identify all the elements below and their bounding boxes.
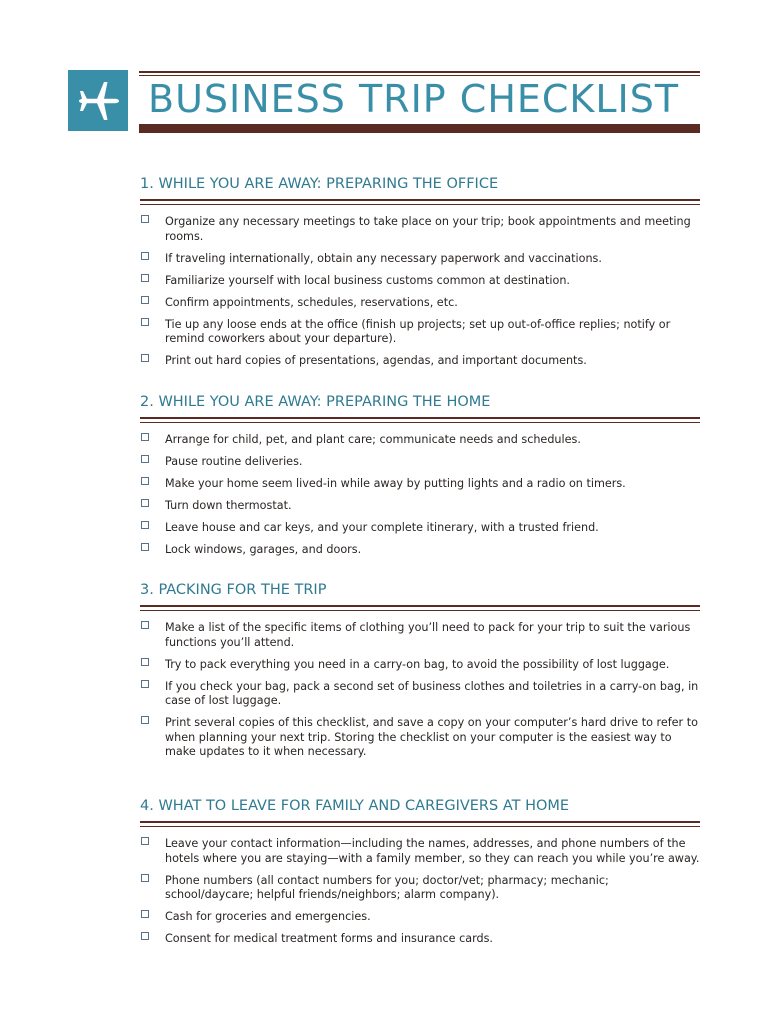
checklist-item-text: Tie up any loose ends at the office (finish up projects; set up out-of-office replies; notify or remind coworkers about your departure). xyxy=(165,317,671,345)
checkbox[interactable] xyxy=(141,621,149,629)
checklist-item xyxy=(140,910,700,925)
title-rule-top xyxy=(139,71,700,73)
checkbox[interactable] xyxy=(141,499,149,507)
checkbox[interactable] xyxy=(141,215,149,223)
checkbox[interactable] xyxy=(141,543,149,551)
checkbox[interactable] xyxy=(141,658,149,666)
section-rule xyxy=(140,199,700,201)
checklist-item-text: Lock windows, garages, and doors. xyxy=(165,543,362,556)
checkbox[interactable] xyxy=(141,932,149,940)
checklist-item-text: Leave house and car keys, and your complete itinerary, with a trusted friend. xyxy=(165,521,599,534)
checklist-item xyxy=(140,477,700,492)
checklist-item xyxy=(140,874,700,903)
checklist-item-text: Arrange for child, pet, and plant care; communicate needs and schedules. xyxy=(165,433,581,446)
logo xyxy=(68,70,128,131)
section-family xyxy=(140,796,700,947)
section-heading: 4. WHAT TO LEAVE FOR FAMILY AND CAREGIVERS AT HOME xyxy=(140,798,570,814)
checklist-item-text: Turn down thermostat. xyxy=(165,499,292,512)
checklist-item xyxy=(140,521,700,536)
checkbox[interactable] xyxy=(141,354,149,362)
checklist-item-text: Familiarize yourself with local business customs common at destination. xyxy=(165,273,570,287)
airplane-icon xyxy=(75,78,121,124)
checklist-item-text: Leave your contact information—including the names, addresses, and phone numbers of the hotels where you are staying—with a family member, so they can reach you while you’re away. xyxy=(165,837,700,865)
section-rule-thin xyxy=(140,204,700,205)
checklist-item-text: If traveling internationally, obtain any necessary paperwork and vaccinations. xyxy=(165,251,602,265)
section-heading: 1. WHILE YOU ARE AWAY: PREPARING THE OFFICE xyxy=(140,176,499,192)
checklist-item xyxy=(140,837,700,866)
checkbox[interactable] xyxy=(141,477,149,485)
checkbox[interactable] xyxy=(141,910,149,918)
checklist-item xyxy=(140,621,700,650)
checkbox[interactable] xyxy=(141,274,149,282)
checklist-item-text: If you check your bag, pack a second set of business clothes and toiletries in a carry-on bag, in case of lost luggage. xyxy=(165,679,699,707)
checkbox[interactable] xyxy=(141,874,149,882)
section-rule xyxy=(140,821,700,823)
section-rule xyxy=(140,417,700,419)
checkbox[interactable] xyxy=(141,296,149,304)
checklist-item-text: Print out hard copies of presentations, agendas, and important documents. xyxy=(165,354,587,367)
checklist-item xyxy=(140,318,700,347)
section-rule-thin xyxy=(140,826,700,827)
checklist-item-text: Confirm appointments, schedules, reservations, etc. xyxy=(165,295,458,309)
checklist xyxy=(140,621,700,760)
section-rule-thin xyxy=(140,422,700,423)
checklist-item xyxy=(140,433,700,448)
checklist-item-text: Cash for groceries and emergencies. xyxy=(165,910,371,923)
checkbox[interactable] xyxy=(141,455,149,463)
checklist-item xyxy=(140,499,700,514)
checklist-item-text: Try to pack everything you need in a carry-on bag, to avoid the possibility of lost luggage. xyxy=(165,657,670,671)
section-rule-thin xyxy=(140,610,700,611)
checklist-item-text: Consent for medical treatment forms and insurance cards. xyxy=(165,932,493,945)
checklist-item xyxy=(140,455,700,470)
checkbox[interactable] xyxy=(141,716,149,724)
checkbox[interactable] xyxy=(141,837,149,845)
checklist-item xyxy=(140,658,700,673)
section-packing xyxy=(140,580,700,760)
section-home xyxy=(140,392,700,558)
section-heading: 3. PACKING FOR THE TRIP xyxy=(140,582,327,598)
checklist-item xyxy=(140,932,700,947)
checkbox[interactable] xyxy=(141,318,149,326)
checkbox[interactable] xyxy=(141,252,149,260)
section-rule xyxy=(140,605,700,607)
checklist-item xyxy=(140,354,700,369)
checklist-item-text: Phone numbers (all contact numbers for you; doctor/vet; pharmacy; mechanic; school/daycare; helpful friends/neighbors; alarm company). xyxy=(165,873,609,901)
checklist-item-text: Print several copies of this checklist, and save a copy on your computer’s hard drive to refer to when planning your next trip. Storing the checklist on your computer is the easiest way to make updates to it when necessary. xyxy=(165,716,698,758)
title-rule-bottom xyxy=(139,124,700,133)
checkbox[interactable] xyxy=(141,433,149,441)
checklist-item-text: Make your home seem lived-in while away by putting lights and a radio on timers. xyxy=(165,477,626,490)
checklist-item xyxy=(140,716,700,760)
checklist-item xyxy=(140,680,700,709)
checklist-item-text: Pause routine deliveries. xyxy=(165,455,303,468)
checkbox[interactable] xyxy=(141,521,149,529)
checklist xyxy=(140,215,700,369)
checklist-item xyxy=(140,274,700,289)
checklist-item xyxy=(140,215,700,244)
checklist-item-text: Organize any necessary meetings to take place on your trip; book appointments and meeting rooms. xyxy=(165,215,691,243)
section-heading: 2. WHILE YOU ARE AWAY: PREPARING THE HOME xyxy=(140,394,491,410)
checklist xyxy=(140,433,700,558)
checklist-item-text: Make a list of the specific items of clothing you’ll need to pack for your trip to suit the various functions you’ll attend. xyxy=(165,621,691,649)
checklist-item xyxy=(140,252,700,267)
checklist-item xyxy=(140,296,700,311)
checklist-item xyxy=(140,543,700,558)
page-title: BUSINESS TRIP CHECKLIST xyxy=(148,77,680,121)
checkbox[interactable] xyxy=(141,680,149,688)
checklist xyxy=(140,837,700,947)
section-office xyxy=(140,174,700,369)
